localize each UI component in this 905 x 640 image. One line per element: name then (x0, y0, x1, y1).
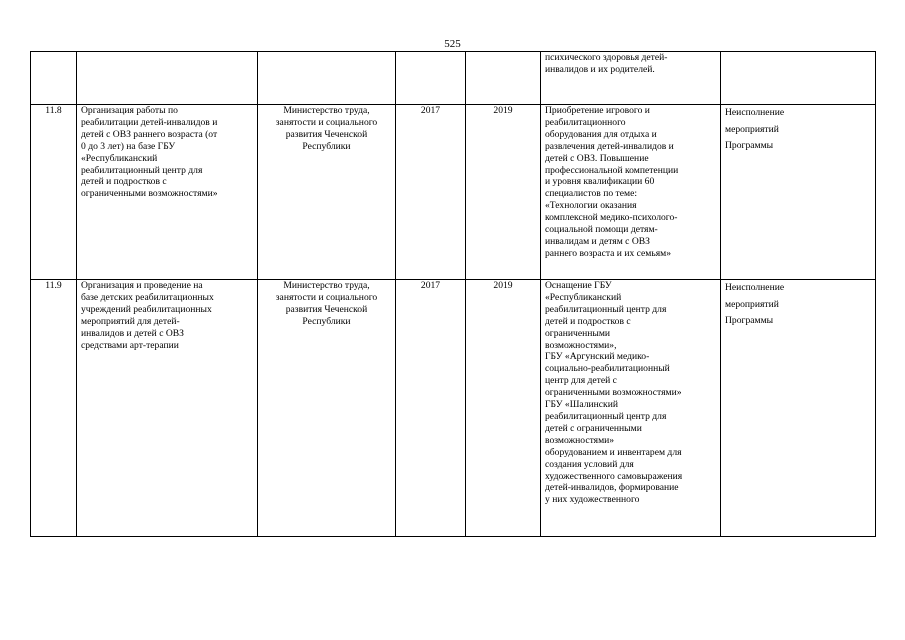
end-year-cell: 2019 (466, 105, 541, 280)
risk-cell: Неисполнение мероприятий Программы (721, 105, 876, 280)
executor-cell (258, 52, 396, 105)
executor-cell: Министерство труда, занятости и социального развития Чеченской Республики (258, 105, 396, 280)
expected-result-cell: Приобретение игрового и реабилитационного оборудования для отдыха и развлечения детей-инвалидов и детей с ОВЗ. Повышение профессиональной компетенции и уровня квалификации 60 специалистов по теме: «Технологии оказания комплексной медико-психолого- социальной помощи детям- инвалидам и детям с ОВЗ раннего возраста и их семьям» (541, 105, 721, 280)
page-number: 525 (444, 38, 461, 50)
table-row (31, 52, 876, 105)
item-number-cell: 11.9 (31, 280, 77, 537)
risk-cell (721, 52, 876, 105)
table-row (31, 280, 876, 537)
start-year-cell: 2017 (396, 280, 466, 537)
activity-cell (77, 52, 258, 105)
expected-result-cell: Оснащение ГБУ «Республиканский реабилитационный центр для детей и подростков с ограниченными возможностями», ГБУ «Аргунский медико- социально-реабилитационный центр для детей с ограниченными возможностями» ГБУ «Шалинский реабилитационный центр для детей с ограниченными возможностями» оборудованием и инвентарем для создания условий для художественного самовыражения детей-инвалидов, формирование у них художественного (541, 280, 721, 537)
expected-result-cell: психического здоровья детей- инвалидов и их родителей. (541, 52, 721, 105)
end-year-cell: 2019 (466, 280, 541, 537)
activity-cell: Организация работы по реабилитации детей-инвалидов и детей с ОВЗ раннего возраста (от 0 до 3 лет) на базе ГБУ «Республиканский реабилитационный центр для детей и подростков с ограниченными возможностями» (77, 105, 258, 280)
end-year-cell (466, 52, 541, 105)
item-number-cell (31, 52, 77, 105)
item-number-cell: 11.8 (31, 105, 77, 280)
start-year-cell (396, 52, 466, 105)
start-year-cell: 2017 (396, 105, 466, 280)
table-row (31, 105, 876, 280)
activity-cell: Организация и проведение на базе детских реабилитационных учреждений реабилитационных мероприятий для детей- инвалидов и детей с ОВЗ средствами арт-терапии (77, 280, 258, 537)
risk-cell: Неисполнение мероприятий Программы (721, 280, 876, 537)
program-activities-table (30, 51, 876, 537)
executor-cell: Министерство труда, занятости и социального развития Чеченской Республики (258, 280, 396, 537)
